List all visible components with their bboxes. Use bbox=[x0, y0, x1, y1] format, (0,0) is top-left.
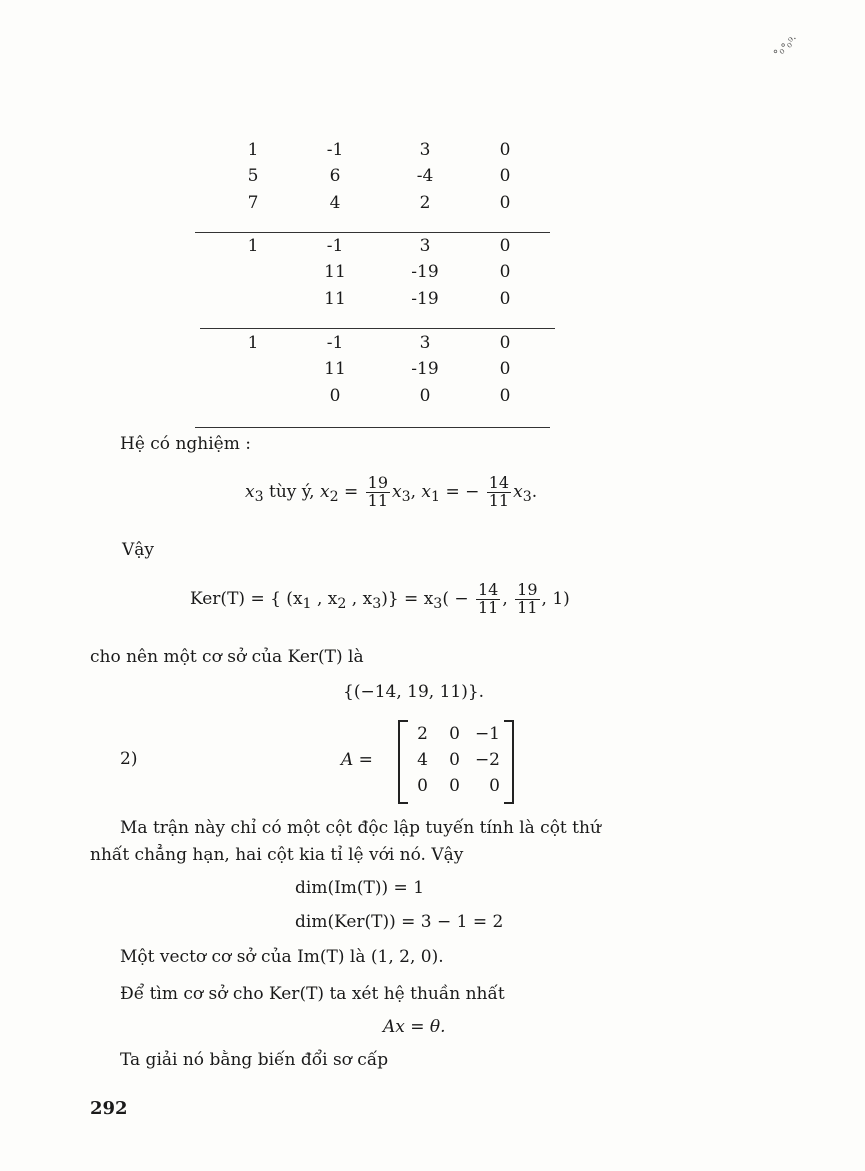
matrix-cell: −1 bbox=[474, 724, 500, 744]
table-cell: -19 bbox=[411, 289, 439, 309]
var: x bbox=[513, 481, 523, 502]
table-row bbox=[195, 193, 550, 217]
matrix-cell: 0 bbox=[489, 776, 500, 796]
table-divider bbox=[195, 232, 550, 233]
var: x bbox=[421, 481, 432, 502]
matrix-a bbox=[398, 720, 514, 804]
sub: 3 bbox=[433, 596, 443, 613]
table-cell: 0 bbox=[499, 386, 511, 406]
table-cell: 0 bbox=[419, 386, 431, 406]
table-row bbox=[195, 333, 550, 357]
paragraph-line-1: Ma trận này chỉ có một cột độc lập tuyến tính là cột thứ bbox=[120, 818, 601, 838]
table-cell: 0 bbox=[499, 236, 511, 256]
text: tùy ý, bbox=[269, 481, 315, 502]
de-tim-line: Để tìm cơ sở cho Ker(T) ta xét hệ thuần nhất bbox=[120, 984, 505, 1004]
var: x bbox=[392, 481, 402, 502]
table-cell: -19 bbox=[411, 359, 439, 379]
sub: 3 bbox=[522, 489, 532, 506]
table-row bbox=[195, 386, 550, 410]
dim-ker: dim(Ker(T)) = 3 − 1 = 2 bbox=[295, 912, 504, 932]
table-cell: 0 bbox=[499, 359, 511, 379]
table-row bbox=[195, 236, 550, 260]
table-cell: 11 bbox=[324, 289, 346, 309]
den: 11 bbox=[488, 490, 510, 510]
cho-nen-line: cho nên một cơ sở của Ker(T) là bbox=[90, 647, 364, 667]
table-cell: -19 bbox=[411, 262, 439, 282]
matrix-cell: 0 bbox=[449, 750, 460, 770]
den: 11 bbox=[517, 597, 538, 617]
corner-mark: °₀°₀⁹· bbox=[771, 32, 801, 61]
table-cell: 5 bbox=[247, 166, 259, 186]
text: )} = x bbox=[381, 588, 434, 609]
var: x bbox=[245, 481, 255, 502]
page-number: 292 bbox=[90, 1098, 128, 1119]
text: , x bbox=[311, 588, 338, 609]
table-cell: -4 bbox=[416, 166, 434, 186]
text: , bbox=[410, 481, 417, 502]
num: 19 bbox=[367, 473, 388, 492]
table-row bbox=[195, 140, 550, 164]
table-cell: 1 bbox=[247, 236, 259, 256]
item-2-label: 2) bbox=[120, 749, 138, 769]
sub: 1 bbox=[302, 596, 312, 613]
den: 11 bbox=[367, 490, 388, 510]
sub: 3 bbox=[372, 596, 382, 613]
table-divider bbox=[195, 427, 550, 428]
table-cell: 0 bbox=[499, 262, 511, 282]
table-cell: 2 bbox=[419, 193, 431, 213]
matrix-cell: 2 bbox=[417, 724, 428, 744]
ax-equation: Ax = θ. bbox=[383, 1017, 446, 1037]
matrix-cell: 4 bbox=[417, 750, 428, 770]
text: ( − bbox=[442, 588, 469, 609]
he-co-nghiem: Hệ có nghiệm : bbox=[120, 434, 251, 454]
ker-equation bbox=[190, 582, 570, 617]
ta-giai-line: Ta giải nó bằng biến đổi sơ cấp bbox=[120, 1050, 389, 1070]
text: , x bbox=[346, 588, 373, 609]
var: x bbox=[319, 481, 330, 502]
text: . bbox=[531, 481, 538, 502]
sub: 1 bbox=[431, 489, 441, 506]
matrix-cell: 0 bbox=[449, 776, 460, 796]
text: = bbox=[343, 481, 359, 502]
text: = − bbox=[445, 481, 480, 502]
fraction bbox=[515, 582, 539, 617]
table-cell: 11 bbox=[324, 262, 346, 282]
num: 14 bbox=[478, 580, 499, 599]
table-cell: 0 bbox=[329, 386, 341, 406]
table-divider bbox=[200, 328, 555, 329]
table-row bbox=[195, 262, 550, 286]
text: , 1) bbox=[541, 588, 570, 609]
table-row bbox=[195, 359, 550, 383]
fraction bbox=[487, 475, 511, 510]
table-row bbox=[195, 289, 550, 313]
table-cell: -1 bbox=[326, 140, 344, 160]
table-cell: 3 bbox=[419, 140, 431, 160]
solution-line bbox=[245, 475, 537, 510]
text: Ker(T) = { (x bbox=[190, 588, 303, 609]
table-cell: 1 bbox=[247, 140, 259, 160]
basis-set: {(−14, 19, 11)}. bbox=[343, 682, 485, 702]
table-cell: 0 bbox=[499, 289, 511, 309]
table-cell: -1 bbox=[326, 236, 344, 256]
sub: 3 bbox=[401, 489, 411, 506]
matrix-cell: 0 bbox=[449, 724, 460, 744]
table-cell: 6 bbox=[329, 166, 341, 186]
paragraph-line-2: nhất chẳng hạn, hai cột kia tỉ lệ với nó. Vậy bbox=[90, 845, 464, 865]
table-cell: 3 bbox=[419, 333, 431, 353]
den: 11 bbox=[478, 597, 499, 617]
table-cell: -1 bbox=[326, 333, 344, 353]
num: 14 bbox=[488, 473, 510, 492]
a-equals: A = bbox=[341, 750, 373, 770]
table-cell: 3 bbox=[419, 236, 431, 256]
vecto-line: Một vectơ cơ sở của Im(T) là (1, 2, 0). bbox=[120, 947, 444, 967]
elimination-table bbox=[195, 140, 550, 440]
table-cell: 1 bbox=[247, 333, 259, 353]
table-cell: 0 bbox=[499, 193, 511, 213]
fraction bbox=[476, 582, 500, 617]
matrix-cell: −2 bbox=[474, 750, 500, 770]
table-cell: 11 bbox=[324, 359, 346, 379]
table-cell: 7 bbox=[247, 193, 259, 213]
num: 19 bbox=[517, 580, 538, 599]
text: , bbox=[502, 588, 508, 609]
table-cell: 0 bbox=[499, 140, 511, 160]
sub: 2 bbox=[337, 596, 347, 613]
table-row bbox=[195, 166, 550, 190]
fraction bbox=[366, 475, 390, 510]
table-cell: 0 bbox=[499, 333, 511, 353]
table-cell: 4 bbox=[329, 193, 341, 213]
table-cell: 0 bbox=[499, 166, 511, 186]
sub: 2 bbox=[329, 489, 339, 506]
dim-im: dim(Im(T)) = 1 bbox=[295, 878, 425, 898]
sub: 3 bbox=[254, 489, 264, 506]
matrix-cell: 0 bbox=[417, 776, 428, 796]
vay-1: Vậy bbox=[122, 540, 155, 560]
